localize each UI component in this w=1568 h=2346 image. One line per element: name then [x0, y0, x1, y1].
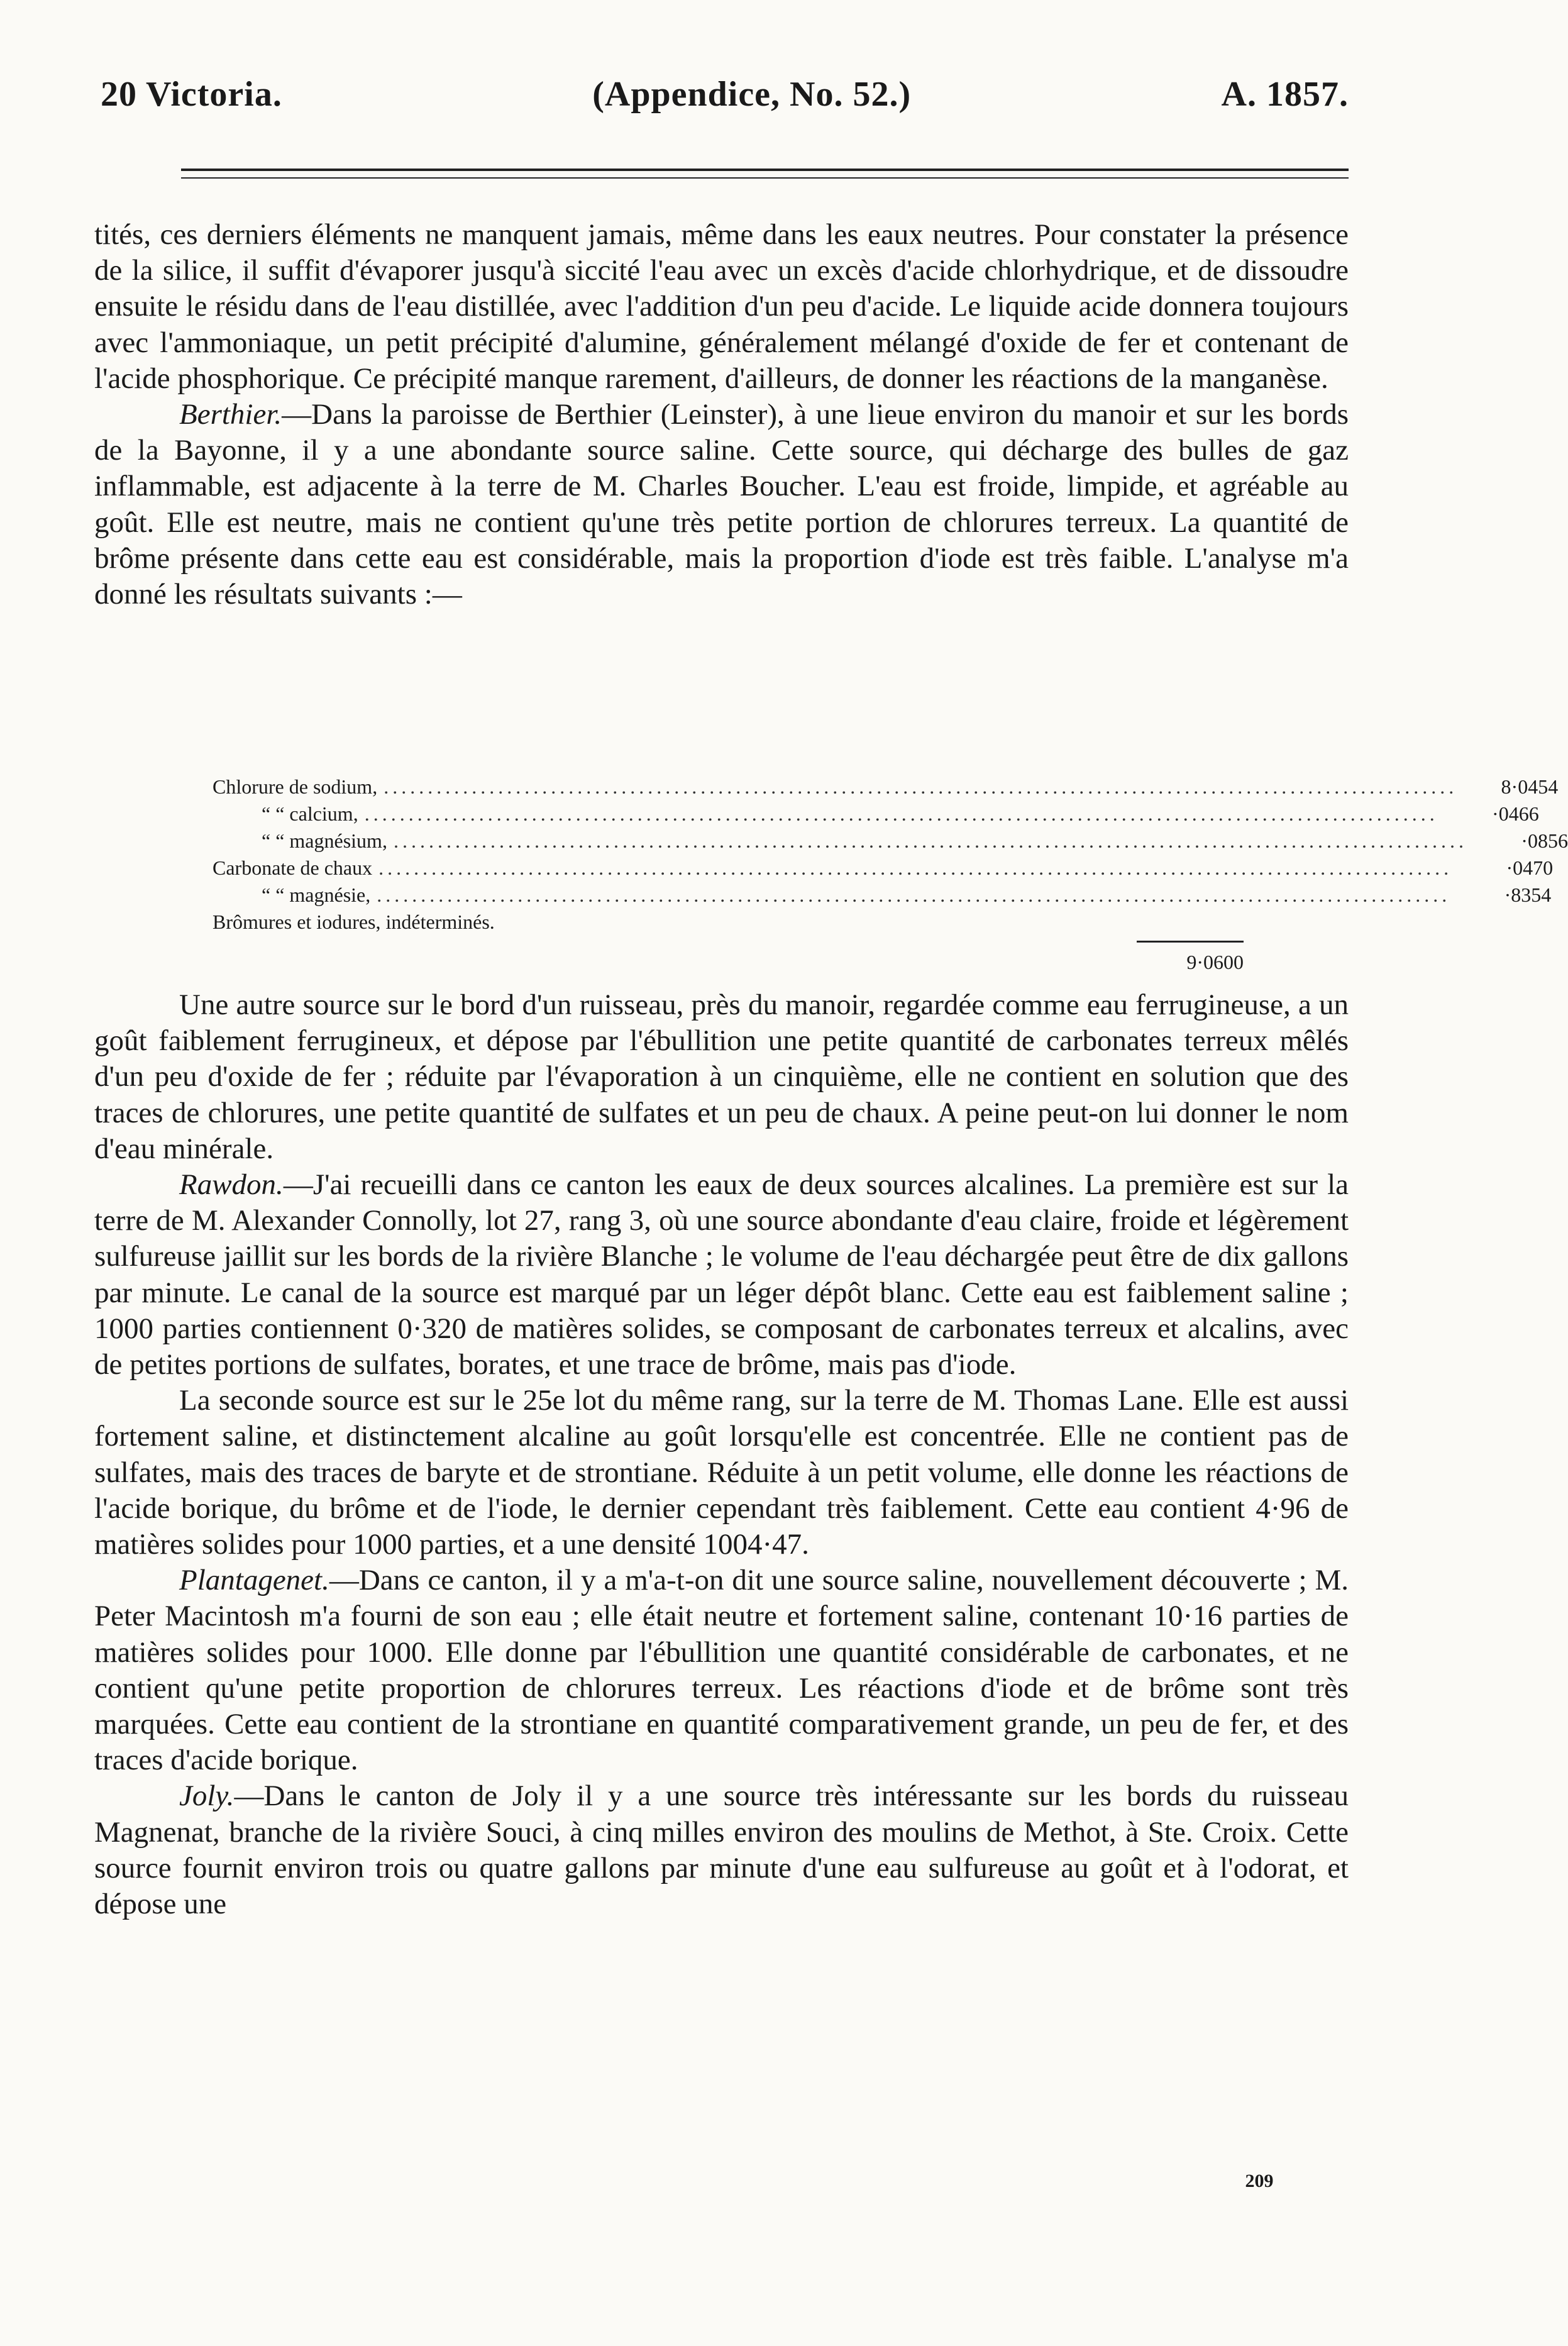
dot-leader: .......................................................................................................................... [393, 829, 1467, 852]
paragraph-joly [94, 1778, 1349, 1922]
header-left: 20 Victoria. [101, 75, 282, 114]
analysis-label: “ “ calcium, [262, 802, 358, 825]
analysis-row-last [213, 909, 1244, 936]
analysis-row [213, 800, 1539, 827]
paragraph-plantagenet [94, 1563, 1349, 1778]
paragraph-text: —Dans le canton de Joly il y a une source très intéressante sur les bords du ruisseau Magnenat, branche de la rivière Souci, à cinq milles environ des moulins de Methot, à Ste. Croix. Cette source fournit environ trois ou quatre gallons par minute d'une eau sulfureuse au goût et à l'odorat, et dépose une [94, 1779, 1349, 1921]
analysis-value: ·0856 [1521, 829, 1568, 852]
paragraph [94, 987, 1349, 1167]
header-center: (Appendice, No. 52.) [592, 75, 912, 114]
header-rule-thick [181, 169, 1349, 171]
dot-leader: .......................................................................................................................... [364, 802, 1438, 825]
analysis-value: 8·0454 [1501, 775, 1559, 798]
paragraph-text: La seconde source est sur le 25e lot du même rang, sur la terre de M. Thomas Lane. Elle est aussi fortement saline, et distinctement alcaline au goût lorsqu'elle est concentrée. Elle ne contient pas de sulfates, mais des traces de baryte et de strontiane. Réduite à un petit volume, elle donne les réactions de l'acide borique, du brôme et de l'iode, le dernier cependant très faiblement. Cette eau contient 4·96 de matières solides pour 1000 parties, et a une densité 1004·47. [94, 1384, 1349, 1561]
running-header [101, 74, 1349, 124]
analysis-label: “ “ magnésium, [262, 829, 387, 852]
header-rule-thin [181, 177, 1349, 179]
paragraph-berthier [94, 397, 1349, 612]
paragraph-lead: Rawdon. [179, 1168, 284, 1202]
paragraph-text: —J'ai recueilli dans ce canton les eaux de deux sources alcalines. La première est sur la terre de M. Alexander Connolly, lot 27, rang 3, où une source abondante d'eau claire, froide et légèrement sulfureuse jaillit sur les bords de la rivière Blanche ; le volume de l'eau déchargée peut être de dix gallons par minute. Le canal de la source est marqué par un léger dépôt blanc. Cette eau est faiblement saline ; 1000 parties contiennent 0·320 de matières solides, se composant de carbonates terreux et alcalins, avec de petites portions de sulfates, borates, et une trace de brôme, mais pas d'iode. [94, 1168, 1349, 1381]
paragraph-lead: Berthier. [179, 398, 282, 431]
analysis-total-row [213, 941, 1244, 976]
paragraph [94, 217, 1349, 397]
paragraph-lead: Joly. [179, 1779, 235, 1813]
page-number: 209 [1245, 2171, 1274, 2191]
analysis-label: Brômures et iodures, indéterminés. [213, 910, 495, 933]
analysis-table [213, 773, 1568, 976]
analysis-value: ·8354 [1504, 883, 1552, 906]
analysis-value: ·0470 [1506, 856, 1554, 879]
analysis-row [213, 855, 1554, 882]
analysis-value: ·0466 [1492, 802, 1539, 825]
body-text-bottom [94, 987, 1349, 1922]
paragraph-text: —Dans la paroisse de Berthier (Leinster), à une lieue environ du manoir et sur les bords de la Bayonne, il y a une abondante source saline. Cette source, qui décharge des bulles de gaz inflammable, est adjacente à la terre de M. Charles Boucher. L'eau est froide, limpide, et agréable au goût. Elle est neutre, mais ne contient qu'une très petite portion de chlorures terreux. La quantité de brôme présente dans cette eau est considérable, mais la proportion d'iode est très faible. L'analyse m'a donné les résultats suivants :— [94, 398, 1349, 611]
analysis-label: “ “ magnésie, [262, 883, 371, 906]
paragraph-text: —Dans ce canton, il y a m'a-t-on dit une source saline, nouvellement découverte ; M. Peter Macintosh m'a fourni de son eau ; elle était neutre et fortement saline, contenant 10·16 parties de matières solides pour 1000. Elle donne par l'ébullition une quantité considérable de carbonates, et ne contient qu'une petite proportion de chlorures terreux. Les réactions d'iode et de brôme sont très marquées. Cette eau contient de la strontiane en quantité comparativement grande, un peu de fer, et des traces d'acide borique. [94, 1564, 1349, 1777]
analysis-row [213, 882, 1552, 909]
paragraph [94, 1383, 1349, 1563]
paragraph-text: tités, ces derniers éléments ne manquent jamais, même dans les eaux neutres. Pour constater la présence de la silice, il suffit d'évaporer jusqu'à siccité l'eau avec un excès d'acide chlorhydrique, et de dissoudre ensuite le résidu dans de l'eau distillée, avec l'addition d'un peu d'acide. Le liquide acide donnera toujours avec l'ammoniaque, un petit précipité d'alumine, généralement mélangé d'oxide de fer et contenant de l'acide phosphorique. Ce précipité manque rarement, d'ailleurs, de donner les réactions de la manganèse. [94, 218, 1349, 395]
analysis-label: Carbonate de chaux [213, 856, 373, 879]
body-text-top [94, 217, 1349, 612]
analysis-total: 9·0600 [1137, 941, 1244, 976]
analysis-row [213, 827, 1568, 855]
paragraph-rawdon [94, 1167, 1349, 1383]
analysis-row [213, 773, 1559, 800]
analysis-label: Chlorure de sodium, [213, 775, 378, 798]
dot-leader: .......................................................................................................................... [378, 856, 1453, 879]
header-right: A. 1857. [1221, 75, 1349, 114]
dot-leader: .......................................................................................................................... [377, 883, 1451, 906]
paragraph-lead: Plantagenet. [179, 1564, 329, 1597]
paragraph-text: Une autre source sur le bord d'un ruisseau, près du manoir, regardée comme eau ferrugineuse, a un goût faiblement ferrugineux, et dépose par l'ébullition une petite quantité de carbonates terreux mêlés d'un peu d'oxide de fer ; réduite par l'évaporation à un cinquième, elle ne contient en solution que des traces de chlorures, une petite quantité de sulfates et un peu de chaux. A peine peut-on lui donner le nom d'eau minérale. [94, 988, 1349, 1165]
dot-leader: .......................................................................................................................... [384, 775, 1458, 798]
